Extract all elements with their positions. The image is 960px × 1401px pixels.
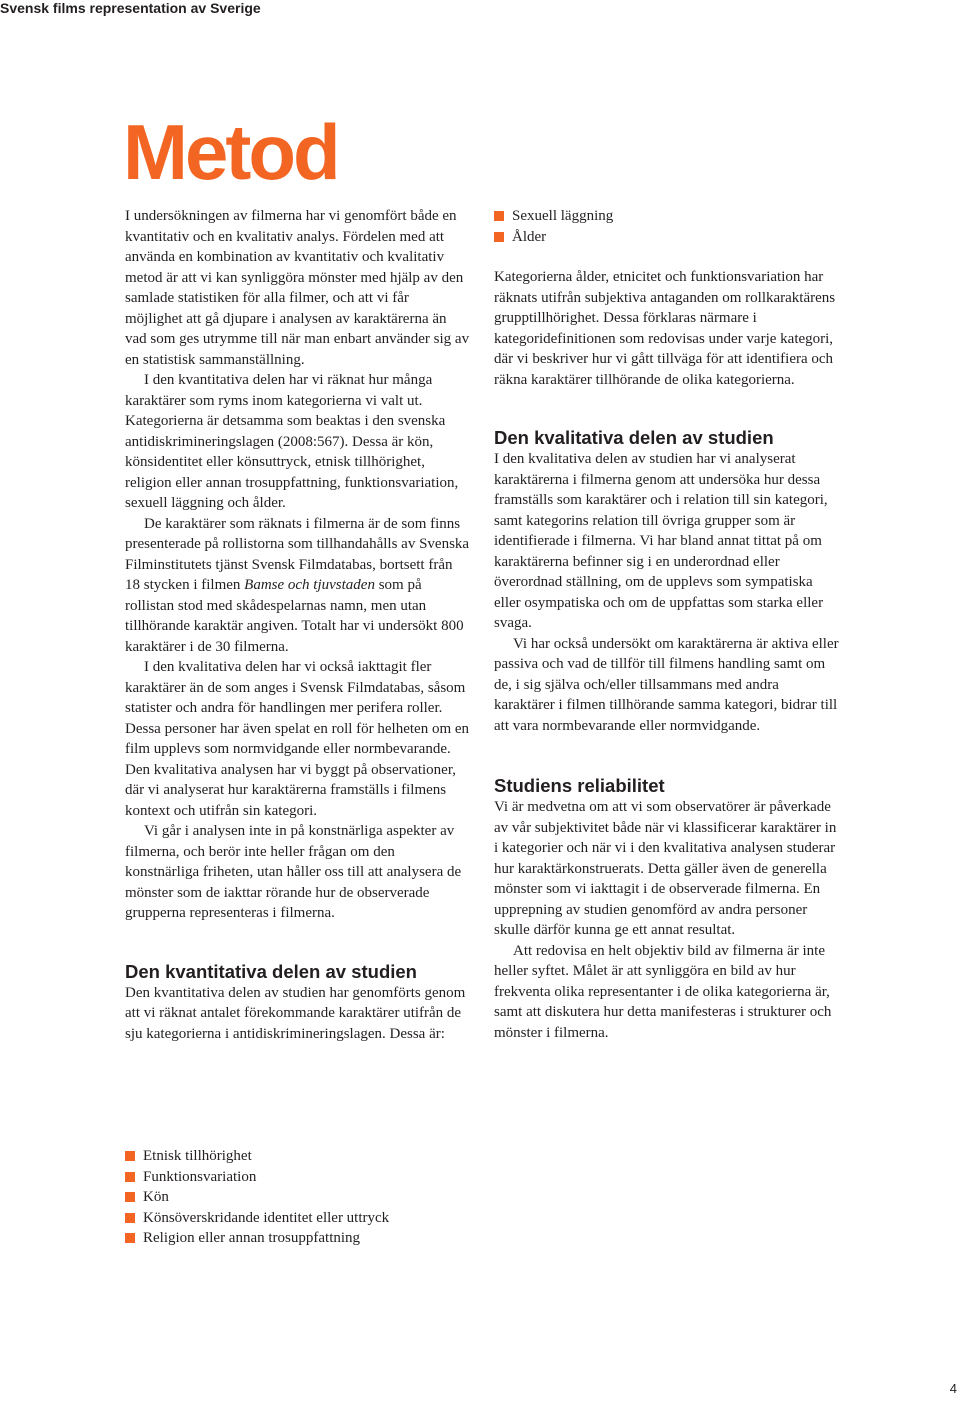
paragraph: Att redovisa en helt objektiv bild av filmerna är inte heller syftet. Målet är att synliggöra en bild av hur frekventa olika representanter i de olika kategorierna är, samt att diskutera hur detta manifesteras i strukturer och mönster i filmerna.	[494, 942, 832, 1041]
paragraph: Vi går i analysen inte in på konstnärliga aspekter av filmerna, och berör inte heller frågan om den konstnärliga friheten, utan håller oss till att analysera de mönster som de iakttar rörande hur de observerade grupperna representeras i filmerna.	[125, 823, 462, 921]
list-item	[125, 1146, 470, 1167]
paragraph: Den kvantitativa delen av studien har genomförts genom att vi räknat antalet förekommande karaktärer utifrån de sju kategorierna i antidiskrimineringslagen. Dessa är:	[125, 984, 466, 1042]
list-item-label: Funktionsvariation	[143, 1168, 257, 1185]
list-item	[125, 1208, 470, 1229]
paragraph	[125, 514, 470, 658]
list-item	[125, 1187, 470, 1208]
paragraph-text: De karaktärer som räknats i filmerna är de som finns presenterade på rollistorna som tillhandahålls av Svenska Filminstitutets tjänst Svensk Filmdatabas, bortsett från 18 stycken i filmen	[125, 515, 470, 593]
square-bullet-icon	[125, 1213, 135, 1223]
category-list-left	[125, 1146, 470, 1249]
square-bullet-icon	[125, 1233, 135, 1243]
category-list-right	[494, 206, 840, 247]
page-title: Metod	[123, 108, 338, 196]
list-item	[125, 1228, 470, 1249]
list-item	[494, 227, 840, 248]
list-item-label: Religion eller annan trosuppfattning	[143, 1230, 361, 1246]
section-heading-qualitative: Den kvalitativa delen av studien	[494, 427, 774, 448]
paragraph-text: som på rollistan stod med skådespelarnas namn, men utan tillhörande karaktär angiven. Totalt har vi undersökt 800 karaktärer i de 30 filmerna.	[125, 577, 464, 655]
square-bullet-icon	[125, 1151, 135, 1161]
right-column	[494, 206, 840, 1043]
paragraph: I den kvalitativa delen av studien har vi analyserat karaktärerna i filmerna genom att undersöka hur dessa framställs som karaktärer och i relation till sin kategori, samt kategorins relation till övriga grupper som är identifierade i filmerna. Vi har bland annat tittat på om karaktärerna befinner sig i en underordnad eller överordnad ställning, om de upplevs som sympatiska eller osympatiska och om de uppfattas som starka eller svaga.	[494, 451, 828, 631]
square-bullet-icon	[125, 1172, 135, 1182]
square-bullet-icon	[125, 1192, 135, 1202]
list-item-label: Kön	[143, 1189, 169, 1205]
intro-paragraph: I undersökningen av filmerna har vi genomfört både en kvantitativ och en kvalitativ analys. Fördelen med att använda en kombination av kvantitativ och kvalitativ metod är att vi kan synliggöra mönster med hjälp av den samlade statistiken för alla filmer, och att vi får möjlighet att gå djupare i analysen av karaktärerna än vad som ges utrymme till när man enbart använder sig av en statistisk sammanställning.	[125, 208, 470, 368]
square-bullet-icon	[494, 211, 504, 221]
paragraph: Vi är medvetna om att vi som observatörer är påverkade av vår subjektivitet både när vi klassificerar karaktärer in i kategorier och när vi i den kvalitativa analysen studerar hur karaktärkonstruerats. Detta gäller även de generella mönster som vi iakttagit i de observerade filmerna. En upprepning av studien genomförd av andra personer skulle därför kunna ge ett annat resultat.	[494, 799, 837, 938]
list-item-label: Ålder	[512, 228, 547, 245]
paragraph: I den kvantitativa delen har vi räknat hur många karaktärer som ryms inom kategorierna vi valt ut. Kategorierna är detsamma som beaktas i den svenska antidiskrimineringslagen (2008:567). Dessa är kön, könsidentitet eller könsuttryck, etnisk tillhörighet, religion eller annan trosuppfattning, funktionsvariation, sexuell läggning och ålder.	[125, 372, 459, 511]
paragraph: Kategorierna ålder, etnicitet och funktionsvariation har räknats utifrån subjektiva antaganden om rollkaraktärens grupptillhörighet. Dessa förklaras närmare i kategoridefinitionen som redovisas under varje kategori, där vi beskriver hur vi gått tillväga för att identifiera och räkna karaktärer tillhörande de olika kategorierna.	[494, 269, 836, 388]
page-number: 4	[949, 1381, 957, 1396]
list-item	[125, 1167, 470, 1188]
list-item-label: Sexuell läggning	[512, 208, 614, 224]
running-header: Svensk films representation av Sverige	[0, 0, 261, 16]
list-item	[494, 206, 840, 227]
left-column	[125, 206, 470, 1044]
section-heading-reliability: Studiens reliabilitet	[494, 775, 665, 796]
square-bullet-icon	[494, 232, 504, 242]
paragraph: Vi har också undersökt om karaktärerna är aktiva eller passiva och vad de tillför till filmens handling samt om de, i sig själva och/eller tillsammans med andra karaktärer i filmen tillhörande samma kategori, bidrar till att vara normbevarande eller normvidgande.	[494, 635, 839, 734]
section-heading-quantitative: Den kvantitativa delen av studien	[125, 960, 417, 982]
paragraph: I den kvalitativa delen har vi också iakttagit fler karaktärer än de som anges i Svensk Filmdatabas, såsom statister och andra för handlingen mer perifera roller. Dessa personer har även spelat en roll för helheten om en film upplevs som normvidgande eller normbevarande. Den kvalitativa analysen har vi byggt på observationer, där vi analyserat hur karaktärerna framställs i filmens kontext och utifrån sin kategori.	[125, 659, 470, 819]
list-item-label: Etnisk tillhörighet	[143, 1148, 252, 1164]
list-item-label: Könsöverskridande identitet eller uttryck	[143, 1209, 390, 1226]
film-title: Bamse och tjuvstaden	[244, 577, 375, 593]
